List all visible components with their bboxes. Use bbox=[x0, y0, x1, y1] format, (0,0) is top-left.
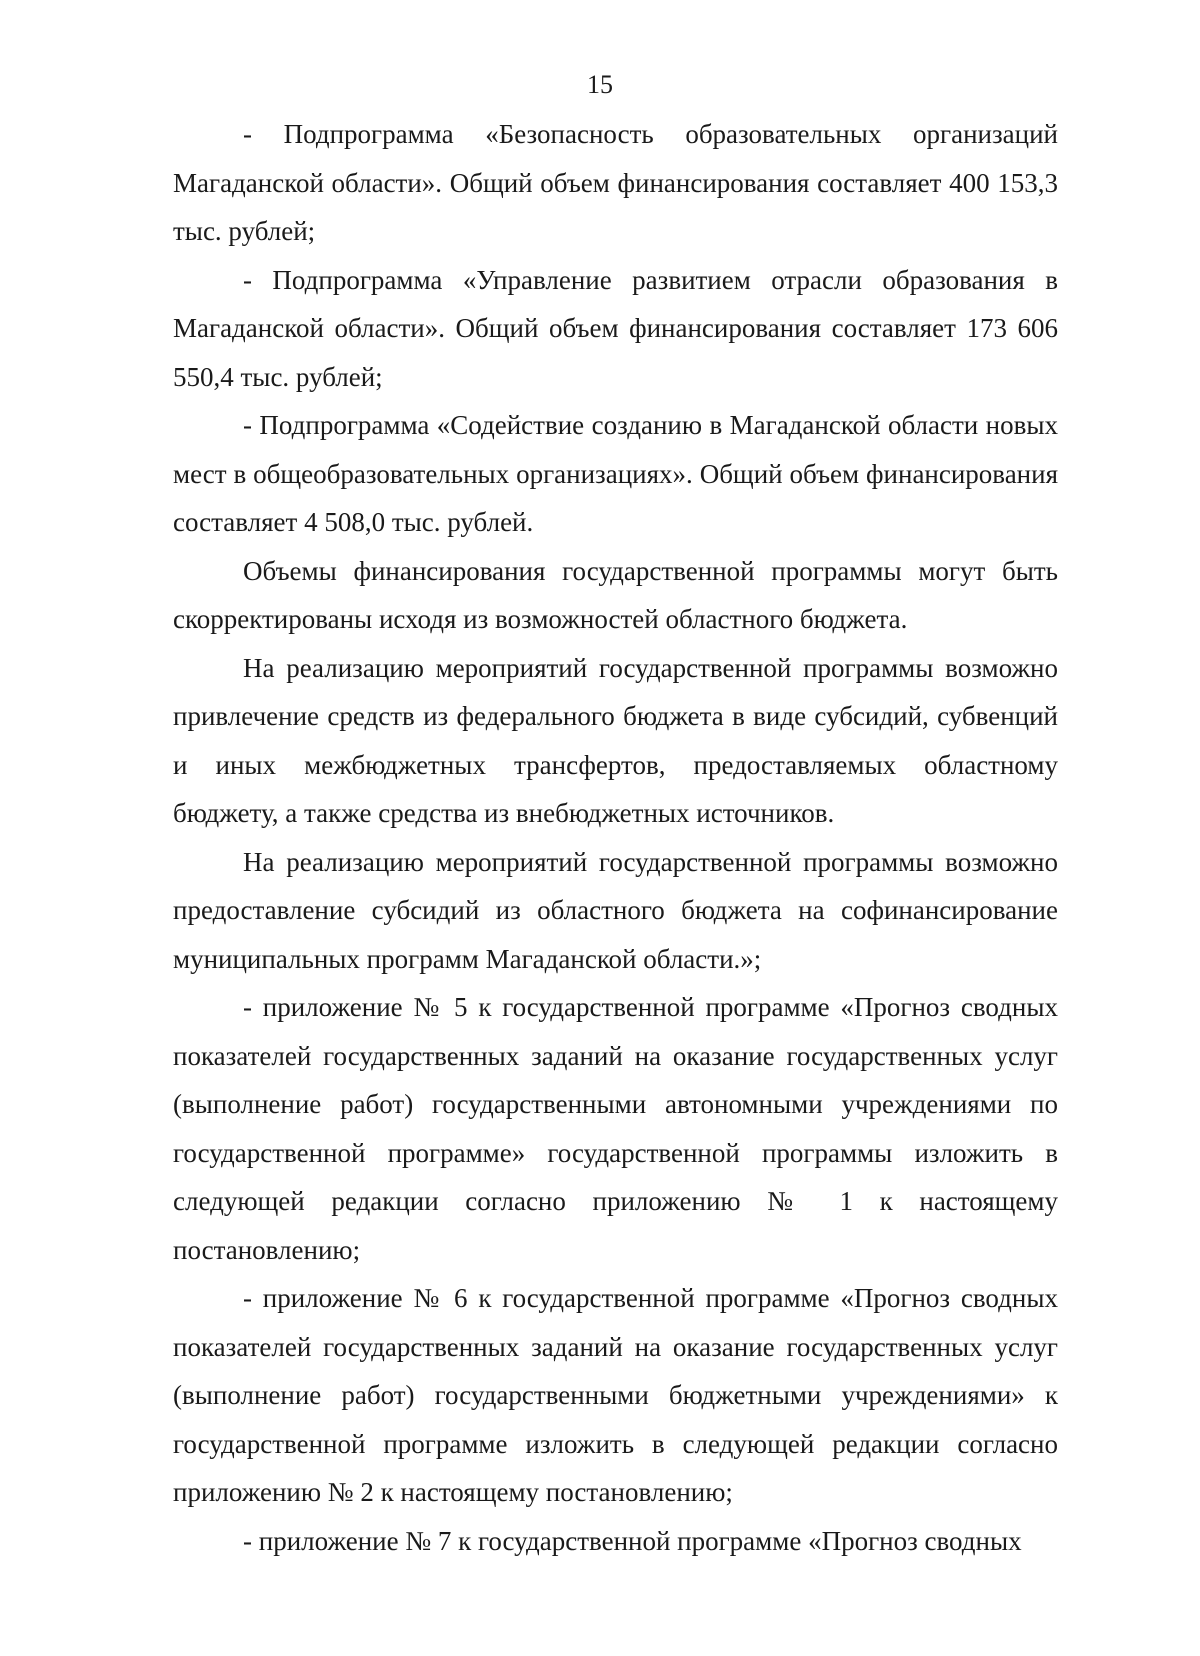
paragraph-appendix-7: - приложение № 7 к государственной программе «Прогноз сводных bbox=[243, 1525, 1022, 1556]
paragraph-appendix-6: - приложение № 6 к государственной программе «Прогноз сводных показателей государственных заданий на оказание государственных услуг (выполнение работ) государственными бюджетными учреждениями» к государственной программе изложить в следующей редакции согласно приложению № 2 к настоящему постановлению; bbox=[173, 1283, 1058, 1507]
paragraph-funding-adjustment: Объемы финансирования государственной программы могут быть скорректированы исходя из возможностей областного бюджета. bbox=[173, 555, 1058, 634]
paragraph-appendix-5: - приложение № 5 к государственной программе «Прогноз сводных показателей государственных заданий на оказание государственных услуг (выполнение работ) государственными автономными учреждениями по государственной программе» государственной программы изложить в следующей редакции согласно приложению № 1 к настоящему постановлению; bbox=[173, 992, 1058, 1265]
paragraph-federal-funds: На реализацию мероприятий государственной программы возможно привлечение средств из федерального бюджета в виде субсидий, субвенций и иных межбюджетных трансфертов, предоставляемых областному бюджету, а также средства из внебюджетных источников. bbox=[173, 652, 1058, 828]
paragraph-subprogram-new-places: - Подпрограмма «Содействие созданию в Магаданской области новых мест в общеобразовательных организациях». Общий объем финансирования составляет 4 508,0 тыс. рублей. bbox=[173, 410, 1058, 537]
paragraph-regional-subsidies: На реализацию мероприятий государственной программы возможно предоставление субсидий из областного бюджета на софинансирование муниципальных программ Магаданской области.»; bbox=[173, 846, 1058, 974]
document-body bbox=[173, 110, 1058, 1565]
paragraph-subprogram-management: - Подпрограмма «Управление развитием отрасли образования в Магаданской области». Общий объем финансирования составляет 173 606 550,4 тыс. рублей; bbox=[173, 264, 1058, 392]
paragraph-subprogram-safety: - Подпрограмма «Безопасность образовательных организаций Магаданской области». Общий объем финансирования составляет 400 153,3 тыс. рублей; bbox=[173, 119, 1058, 246]
page-number: 15 bbox=[587, 70, 613, 99]
